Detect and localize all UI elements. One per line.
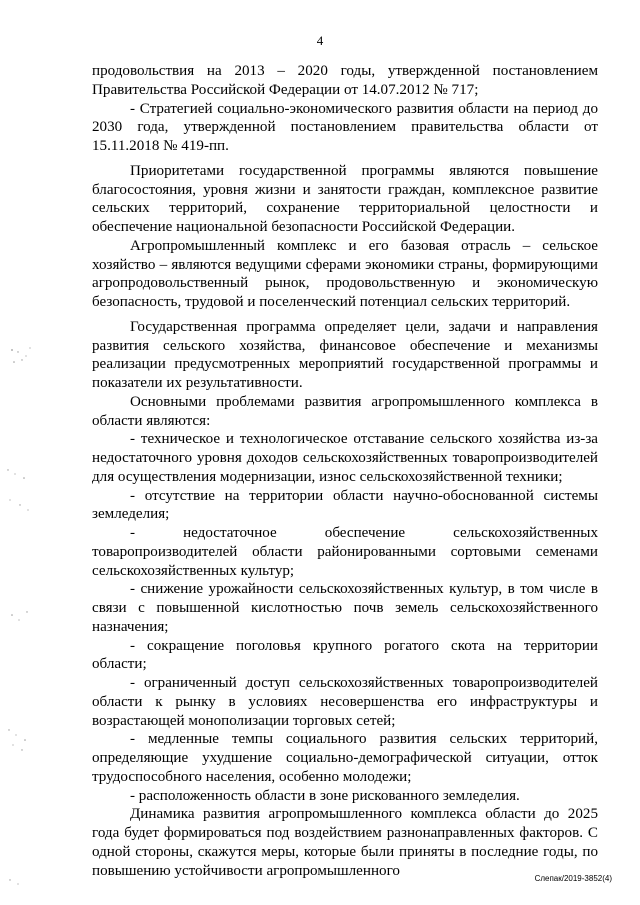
paragraph: Государственная программа определяет цели, задачи и направления развития сельского хозяйства, финансовое обеспечение и механизмы реализации предусмотренных мероприятий государственной программы и показатели их результативности. xyxy=(92,318,598,391)
list-item: - техническое и технологическое отставание сельского хозяйства из-за недостаточного уровня доходов сельскохозяйственных товаропроизводителей для осуществления модернизации, износ сельскохозяйственной техники; xyxy=(92,431,598,485)
paragraph: Динамика развития агропромышленного комплекса области до 2025 года будет формироваться под воздействием разнонаправленных факторов. С одной стороны, скажутся меры, которые были приняты в последние годы, по повышению устойчивости агропромышленного xyxy=(92,806,598,879)
list-item: - отсутствие на территории области научно-обоснованной системы земледелия; xyxy=(92,487,598,523)
footer-document-code: Слепак/2019-3852(4) xyxy=(534,874,612,883)
list-item: - снижение урожайности сельскохозяйственных культур, в том числе в связи с повышенной кислотностью почв земель сельскохозяйственного назначения; xyxy=(92,581,598,635)
paragraph: продовольствия на 2013 – 2020 годы, утвержденной постановлением Правительства Российской Федерации от 14.07.2012 № 717; xyxy=(92,63,598,98)
paragraph: Основными проблемами развития агропромышленного комплекса в области являются: xyxy=(92,393,598,429)
list-item: - недостаточное обеспечение сельскохозяйственных товаропроизводителей области районированными сортовыми семенами сельскохозяйственных культур; xyxy=(92,525,598,579)
paragraph: - Стратегией социально-экономического развития области на период до 2030 года, утвержденной постановлением правительства области от 15.11.2018 № 419-пп. xyxy=(92,100,598,154)
paragraph: Приоритетами государственной программы являются повышение благосостояния, уровня жизни и занятости граждан, комплексное развитие сельских территорий, сохранение территориальной целостности и обеспечение национальной безопасности Российской Федерации. xyxy=(92,162,598,235)
page-number: 4 xyxy=(316,33,324,48)
list-item: - расположенность области в зоне рискованного земледелия. xyxy=(130,787,520,804)
paragraph: Агропромышленный комплекс и его базовая отрасль – сельское хозяйство – являются ведущими сферами экономики страны, формирующими агропродовольственный рынок, продовольственную и экономическую безопасность, трудовой и поселенческий потенциал сельских территорий. xyxy=(92,237,598,310)
list-item: - медленные темпы социального развития сельских территорий, определяющие ухудшение социально-демографической ситуации, отток трудоспособного населения, особенно молодежи; xyxy=(92,731,598,785)
body-text xyxy=(92,62,598,880)
list-item: - сокращение поголовья крупного рогатого скота на территории области; xyxy=(92,637,598,673)
list-item: - ограниченный доступ сельскохозяйственных товаропроизводителей области к рынку в условиях несовершенства его инфраструктуры и возрастающей монополизации торговых сетей; xyxy=(92,675,598,729)
